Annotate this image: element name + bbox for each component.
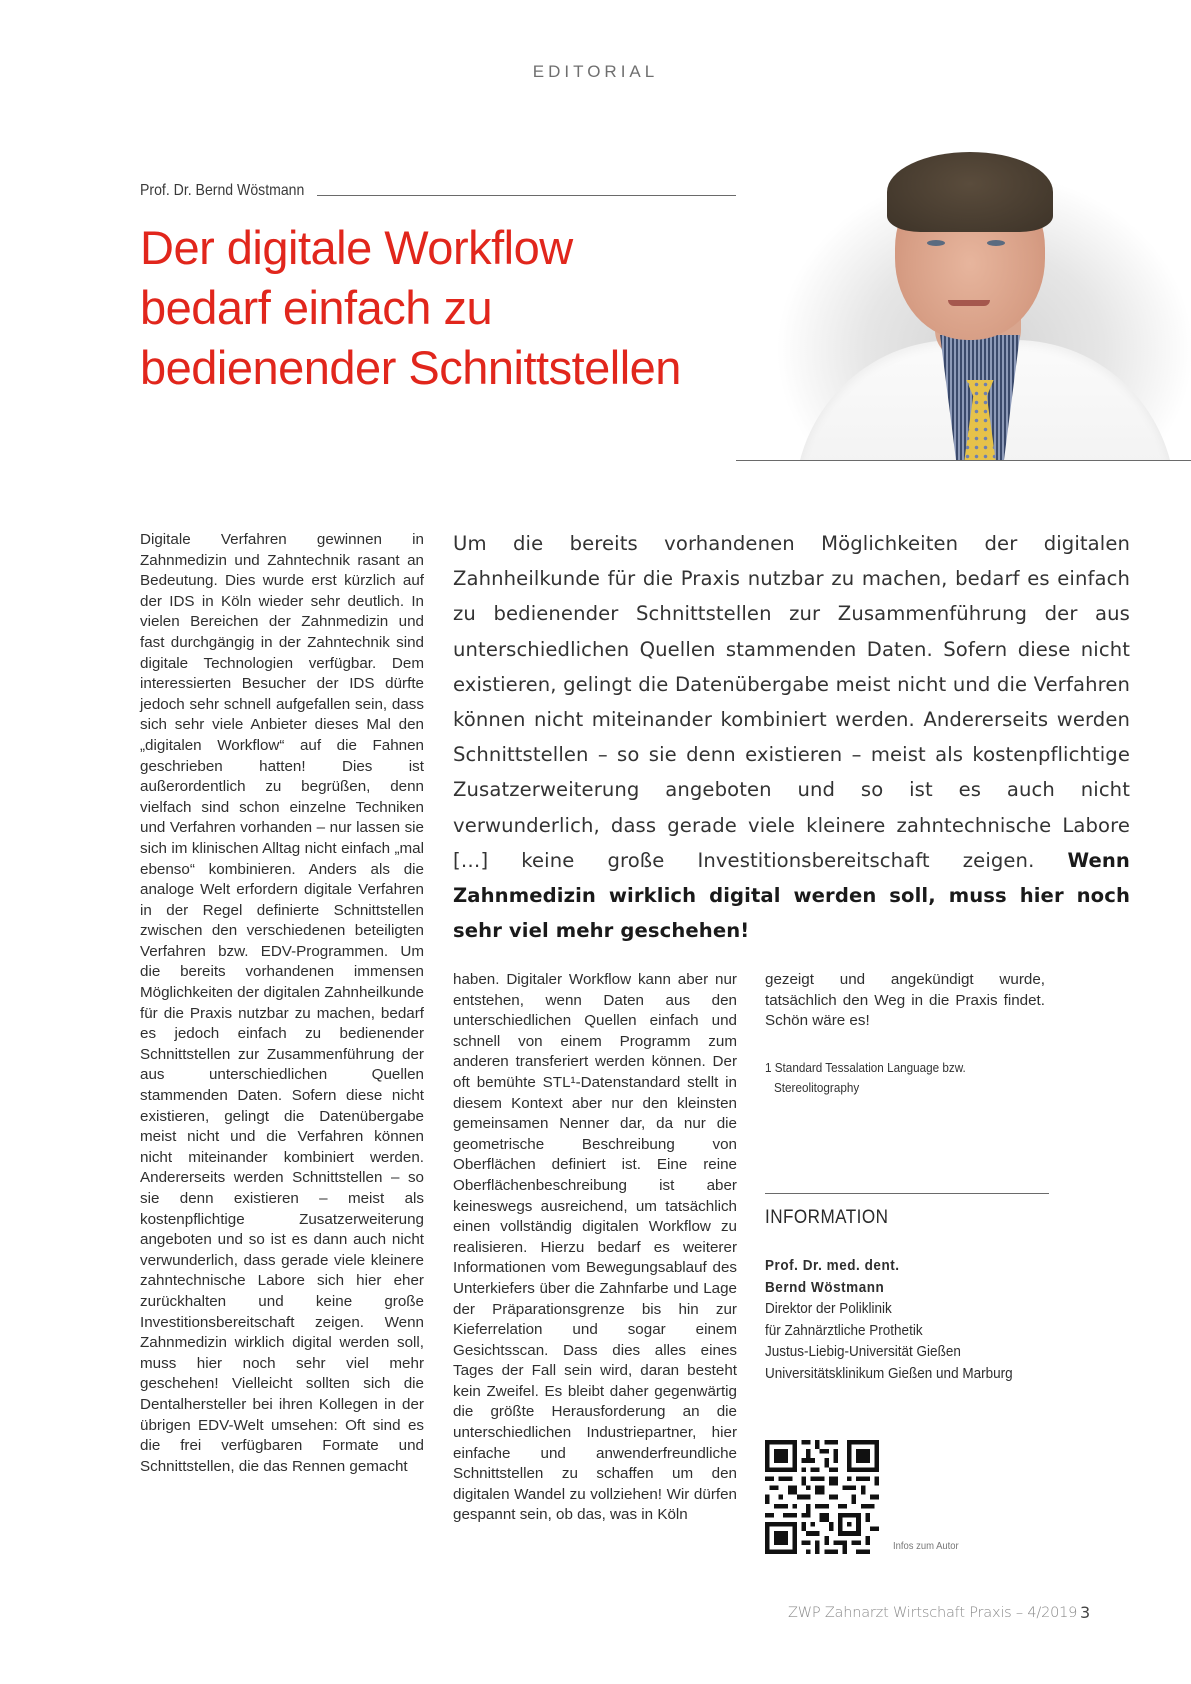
author-byline: Prof. Dr. Bernd Wöstmann [140, 182, 305, 199]
publication-footer: ZWP Zahnarzt Wirtschaft Praxis – 4/2019 [788, 1605, 1078, 1621]
affiliation-line: Universitätsklinikum Gießen und Marburg [765, 1364, 1013, 1382]
lead-quote-emphasis: Wenn Zahnmedizin wirklich digital werden soll, muss hier noch sehr viel mehr geschehen! [453, 848, 1130, 943]
headline-line: Der digitale Workflow [140, 221, 573, 274]
body-column-2 [453, 970, 737, 1526]
information-divider [765, 1193, 1049, 1194]
footnote-line: Stereolitography [774, 1079, 860, 1095]
body-paragraph: haben. Digitaler Workflow kann aber nur entstehen, wenn Daten aus den unterschiedlichen Quellen einfach und schnell von einem Programm zum anderen transferiert werden können. Der oft bemühte STL¹-Datenstandard stellt in diesem Kontext aber nur den kleinsten gemeinsamen Nenner dar, da nur die geometrische Beschreibung von Oberflächen definiert ist. Eine reine Oberflächenbeschreibung ist aber keineswegs ausreichend, um tatsächlich einen vollständig digitalen Workflow zu realisieren. Hierzu bedarf es weiterer Informationen vom Bewegungsablauf des Unterkiefers über die Zahnfarbe und Lage der Präparationsgrenze bis hin zur Kieferrelation und sogar einem Gesichtsscan. Dass dies alles eines Tages der Fall sein wird, daran besteht kein Zweifel. Es bleibt daher gegenwärtig die größte Herausforderung an die unterschiedlichen Industriepartner, hier einfache und anwenderfreundliche Schnittstellen zu schaffen um den digitalen Wandel zu vollziehen! Wir dürfen gespannt sein, ob das, was in Köln [453, 971, 737, 1524]
author-information [765, 1255, 1053, 1384]
headline-line: bedarf einfach zu [140, 281, 493, 334]
information-title: INFORMATION [765, 1207, 889, 1228]
body-paragraph: Digitale Verfahren gewinnen in Zahnmedizin und Zahntechnik rasant an Bedeutung. Dies wurde erst kürzlich auf der IDS in Köln wieder sehr deutlich. In vielen Bereichen der Zahnmedizin und fast durchgängig in der Zahntechnik sind digitale Technologien verfügbar. Dem interessierten Besucher der IDS dürfte jedoch sehr schnell aufgefallen sein, dass sich sehr viele Anbieter dieses Mal den „digitalen Workflow“ auf die Fahnen geschrieben hatten! Dies ist außerordentlich zu begrüßen, denn vielfach sind schon einzelne Techniken und Verfahren vorhanden – nur lassen sie sich im klinischen Alltag nicht einfach „mal ebenso“ kombinieren. Anders als die analoge Welt erfordern digitale Verfahren in der Regel definierte Schnittstellen zwischen den verschiedenen beteiligten Verfahren bzw. EDV-Programmen. Um die bereits vorhandenen immensen Möglichkeiten der digitalen Zahnheilkunde für die Praxis nutzbar zu machen, bedarf es jedoch einfach zu bedienender Schnittstellen zur Zusammenführung der aus unterschiedlichen Quellen stammenden Daten. Sofern diese nicht existieren, gelingt die Datenübergabe meist nicht und die Verfahren können nicht miteinander kombiniert werden. Andererseits werden Schnittstellen – so sie denn existieren – meist als kostenpflichtige Zusatzerweiterung angeboten und so ist es dann auch nicht verwunderlich, dass gerade viele kleinere zahntechnische Labore sich hier eher zurückhalten und keine große Investitionsbereitschaft zeigen. Wenn Zahnmedizin wirklich digital werden soll, muss hier noch sehr viel mehr geschehen! Vielleicht sollten sich die Dentalhersteller bei ihren Kollegen in der übrigen EDV-Welt umsehen: Oft sind es die frei verfügbaren Formate und Schnittstellen, die das Rennen gemacht [140, 531, 424, 1475]
portrait-eye [927, 240, 945, 246]
qr-caption: Infos zum Autor [893, 1540, 959, 1552]
author-name: Bernd Wöstmann [765, 1278, 885, 1296]
author-portrait [735, 140, 1191, 460]
body-column-1 [140, 530, 424, 1477]
portrait-hair [887, 152, 1053, 232]
lead-quote [453, 526, 1130, 948]
footnote [765, 1058, 1026, 1097]
author-name-title: Prof. Dr. med. dent. [765, 1257, 900, 1274]
affiliation-line: für Zahnärztliche Prothetik [765, 1321, 923, 1339]
byline-row [140, 182, 736, 200]
qr-code-icon[interactable] [765, 1440, 879, 1554]
headline-line: bedienender Schnittstellen [140, 341, 681, 394]
section-label: EDITORIAL [532, 62, 659, 81]
portrait-divider [736, 460, 1191, 461]
article-headline [140, 218, 740, 398]
page-number: 3 [1080, 1603, 1091, 1622]
byline-divider [317, 195, 736, 196]
portrait-eye [987, 240, 1005, 246]
affiliation-line: Justus-Liebig-Universität Gießen [765, 1343, 961, 1360]
footnote-line: 1 Standard Tessalation Language bzw. [765, 1060, 966, 1075]
body-paragraph: gezeigt und angekündigt wurde, tatsächlich den Weg in die Praxis findet. Schön wäre es! [765, 971, 1045, 1030]
portrait-mouth [948, 300, 990, 306]
body-column-3 [765, 970, 1045, 1032]
lead-quote-text: Um die bereits vorhandenen Möglichkeiten der digitalen Zahnheilkunde für die Praxis nutzbar zu machen, bedarf es einfach zu bedienender Schnittstellen zur Zusammenführung der aus unterschiedlichen Quellen stammenden Daten. Sofern diese nicht existieren, gelingt die Datenübergabe meist nicht und die Verfahren können nicht miteinander kombiniert werden. Andererseits werden Schnittstellen – so sie denn existieren – meist als kostenpflichtige Zusatzerweiterung angeboten und so ist es auch nicht verwunderlich, dass gerade viele kleinere zahntechnische Labore […] keine große Investitionsbereitschaft zeigen. [453, 532, 1130, 872]
affiliation-line: Direktor der Poliklinik [765, 1300, 892, 1317]
